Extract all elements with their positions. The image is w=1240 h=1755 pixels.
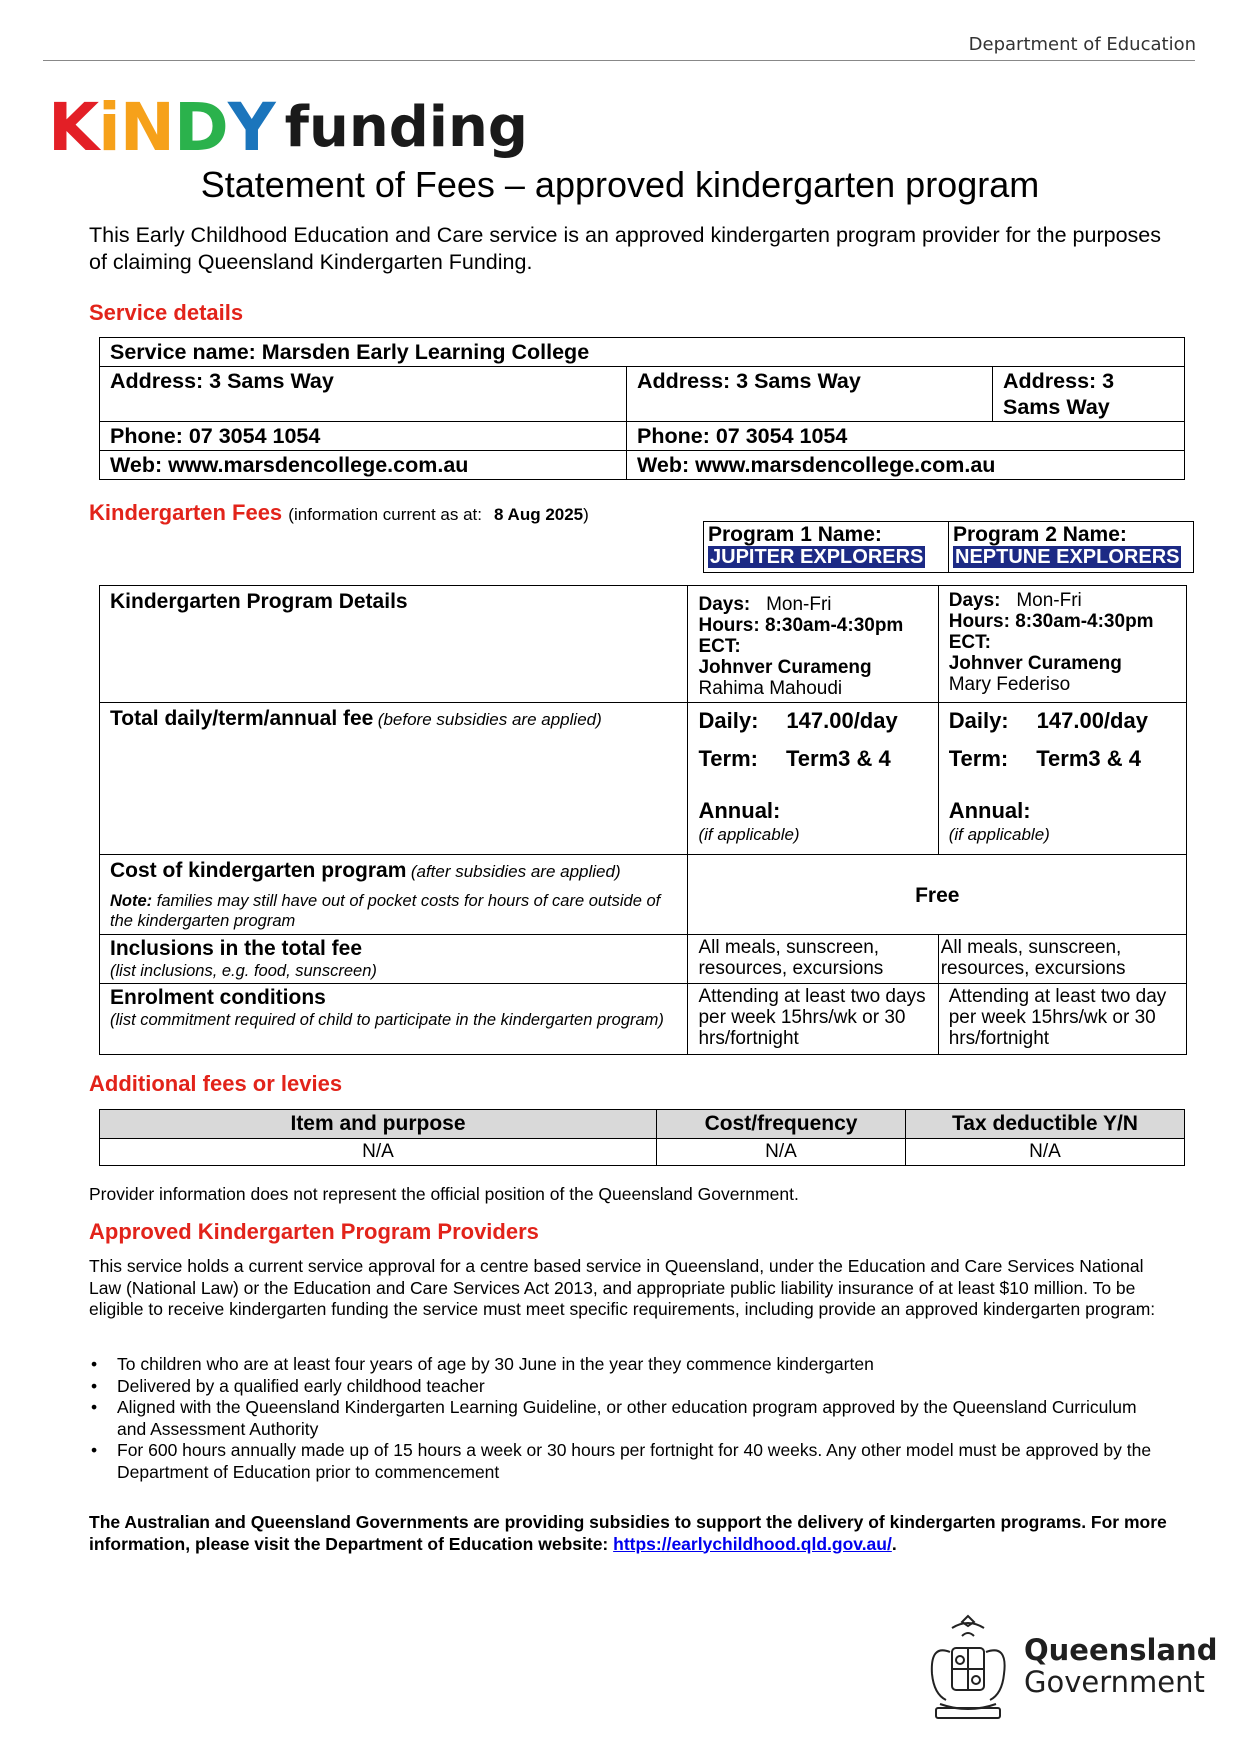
service-name: Service name: Marsden Early Learning College bbox=[100, 338, 1185, 367]
total-fee-sub: (before subsidies are applied) bbox=[377, 710, 602, 729]
service-address-1: Address: 3 Sams Way bbox=[100, 367, 627, 422]
service-address-2: Address: 3 Sams Way bbox=[627, 367, 993, 422]
enrolment-label-cell bbox=[100, 984, 688, 1055]
program-1-name-label: Program 1 Name: bbox=[708, 523, 882, 546]
table-cell: N/A bbox=[657, 1139, 906, 1166]
program-1-inclusions: All meals, sunscreen, resources, excursions bbox=[688, 935, 938, 984]
days-label: Days: bbox=[698, 594, 751, 615]
program-2-days: Mon-Fri bbox=[1016, 590, 1082, 611]
program-2-term: Term3 & 4 bbox=[1036, 746, 1141, 771]
approved-providers-paragraph: This service holds a current service approval for a centre based service in Queensland, under the Education and Care Services National Law (National Law) or the Education and Care Services Act 2013, and appropriate public liability insurance of at least $10 million. To be eligible to receive kindergarten funding the service must meet specific requirements, including provide an approved kindergarten program: bbox=[89, 1256, 1156, 1319]
logo-letter: Y bbox=[227, 89, 275, 166]
days-label: Days: bbox=[948, 590, 1001, 611]
program-2-name: NEPTUNE EXPLORERS bbox=[955, 546, 1180, 568]
program-1-ect-2: Rahima Mahoudi bbox=[698, 678, 843, 699]
cost-sub: (after subsidies are applied) bbox=[410, 862, 621, 881]
program-1-term: Term3 & 4 bbox=[785, 746, 891, 771]
enrolment-sub: (list commitment required of child to participate in the kindergarten program) bbox=[110, 1011, 664, 1029]
program-1-name: JUPITER EXPLORERS bbox=[710, 546, 924, 568]
service-details-table bbox=[99, 337, 1185, 480]
fees-heading-text: Kindergarten Fees bbox=[89, 500, 283, 525]
logo-letter: i bbox=[98, 89, 120, 166]
daily-label: Daily: bbox=[948, 708, 1009, 733]
list-item: • Delivered by a qualified early childhood teacher bbox=[89, 1376, 1169, 1398]
annual-note: (if applicable) bbox=[948, 825, 1050, 844]
note-text: families may still have out of pocket costs for hours of care outside of the kindergarten program bbox=[110, 892, 661, 930]
program-2-details bbox=[938, 586, 1186, 703]
list-item: • To children who are at least four years of age by 30 June in the year they commence kindergarten bbox=[89, 1354, 1169, 1376]
program-2-hours: Hours: 8:30am-4:30pm bbox=[948, 611, 1154, 632]
service-phone-1: Phone: 07 3054 1054 bbox=[100, 422, 627, 451]
logo-letter: K bbox=[48, 89, 99, 166]
document-title: Statement of Fees – approved kindergarten program bbox=[200, 164, 1040, 205]
current-as-at-label: (information current as at: bbox=[288, 505, 482, 524]
header-divider bbox=[43, 60, 1195, 61]
program-2-name-cell bbox=[949, 522, 1194, 573]
table-cell: N/A bbox=[906, 1139, 1185, 1166]
ect-label: ECT: bbox=[698, 636, 741, 657]
kindergarten-fees-heading bbox=[89, 500, 589, 526]
term-label: Term: bbox=[948, 746, 1009, 771]
column-header: Tax deductible Y/N bbox=[906, 1110, 1185, 1139]
program-details-label: Kindergarten Program Details bbox=[110, 590, 408, 613]
current-as-at-close: ) bbox=[583, 505, 589, 524]
coat-of-arms-icon bbox=[922, 1608, 1014, 1728]
column-header: Cost/frequency bbox=[657, 1110, 906, 1139]
program-2-ect-2: Mary Federiso bbox=[948, 674, 1071, 695]
column-header: Item and purpose bbox=[100, 1110, 657, 1139]
current-as-at-date: 8 Aug 2025 bbox=[494, 505, 584, 524]
program-1-fees bbox=[688, 703, 938, 855]
note-label: Note: bbox=[110, 892, 153, 910]
program-2-inclusions: All meals, sunscreen, resources, excursions bbox=[938, 935, 1186, 984]
program-1-enrolment: Attending at least two days per week 15hrs/wk or 30 hrs/fortnight bbox=[688, 984, 938, 1055]
logo-letter: N bbox=[119, 89, 175, 166]
cost-label: Cost of kindergarten program bbox=[110, 859, 407, 882]
program-2-daily: 147.00/day bbox=[1036, 708, 1148, 733]
closing-end: . bbox=[891, 1533, 897, 1554]
service-details-heading: Service details bbox=[89, 300, 244, 325]
program-1-daily: 147.00/day bbox=[786, 708, 898, 733]
list-item: • Aligned with the Queensland Kindergarten Learning Guideline, or other education program approved by the Queensland Curriculum and Assessment Authority bbox=[89, 1397, 1169, 1440]
total-fee-label-cell bbox=[100, 703, 688, 855]
government-wordmark bbox=[1024, 1634, 1217, 1698]
annual-label: Annual: bbox=[948, 798, 1031, 823]
additional-fees-heading: Additional fees or levies bbox=[89, 1071, 343, 1096]
program-2-fees bbox=[938, 703, 1186, 855]
program-2-name-label: Program 2 Name: bbox=[953, 523, 1127, 546]
department-name: Department of Education bbox=[968, 34, 1196, 55]
kindy-funding-logo bbox=[48, 89, 528, 166]
inclusions-sub: (list inclusions, e.g. food, sunscreen) bbox=[110, 962, 377, 980]
intro-paragraph: This Early Childhood Education and Care service is an approved kindergarten program provider for the purposes of claiming Queensland Kindergarten Funding. bbox=[89, 223, 1161, 274]
program-details-label-cell bbox=[100, 586, 688, 703]
service-phone-2: Phone: 07 3054 1054 bbox=[627, 422, 1185, 451]
program-1-name-cell bbox=[704, 522, 949, 573]
closing-paragraph bbox=[89, 1512, 1169, 1555]
program-1-hours: Hours: 8:30am-4:30pm bbox=[698, 615, 904, 636]
table-cell: N/A bbox=[100, 1139, 657, 1166]
program-2-enrolment: Attending at least two day per week 15hrs/wk or 30 hrs/fortnight bbox=[938, 984, 1186, 1055]
inclusions-label-cell bbox=[100, 935, 688, 984]
annual-label: Annual: bbox=[698, 798, 781, 823]
gov-line-2: Government bbox=[1024, 1665, 1205, 1699]
service-web-1: Web: www.marsdencollege.com.au bbox=[100, 451, 627, 480]
program-names-table bbox=[703, 521, 1194, 573]
cost-label-cell bbox=[100, 855, 688, 935]
additional-fees-table bbox=[99, 1109, 1185, 1166]
logo-letter: D bbox=[174, 89, 228, 166]
closing-text: The Australian and Queensland Governments are providing subsidies to support the delivery of kindergarten programs. For more information, please visit the Department of Education website: bbox=[89, 1512, 1167, 1554]
gov-line-1: Queensland bbox=[1024, 1633, 1218, 1667]
kindergarten-fees-table bbox=[99, 585, 1187, 1055]
list-item: • For 600 hours annually made up of 15 hours a week or 30 hours per fortnight for 40 weeks. Any other model must be approved by the Department of Education prior to commencement bbox=[89, 1440, 1169, 1483]
service-address-3: Address: 3 Sams Way bbox=[993, 367, 1185, 422]
logo-word: funding bbox=[284, 95, 528, 160]
ect-label: ECT: bbox=[948, 632, 991, 653]
program-1-details bbox=[688, 586, 938, 703]
early-childhood-link[interactable]: https://earlychildhood.qld.gov.au/ bbox=[613, 1533, 892, 1554]
service-web-2: Web: www.marsdencollege.com.au bbox=[627, 451, 1185, 480]
requirements-list bbox=[89, 1354, 1169, 1483]
provider-disclaimer: Provider information does not represent the official position of the Queensland Government. bbox=[89, 1184, 799, 1204]
term-label: Term: bbox=[698, 746, 758, 771]
enrolment-label: Enrolment conditions bbox=[110, 986, 326, 1009]
total-fee-label: Total daily/term/annual fee bbox=[110, 707, 374, 730]
program-1-ect-1: Johnver Curameng bbox=[698, 657, 872, 678]
cost-value-cell bbox=[688, 855, 1187, 935]
inclusions-label: Inclusions in the total fee bbox=[110, 937, 363, 960]
program-2-ect-1: Johnver Curameng bbox=[948, 653, 1122, 674]
approved-providers-heading: Approved Kindergarten Program Providers bbox=[89, 1219, 539, 1244]
queensland-government-logo bbox=[922, 1608, 1218, 1728]
program-1-days: Mon-Fri bbox=[766, 594, 832, 615]
annual-note: (if applicable) bbox=[698, 825, 800, 844]
cost-value: Free bbox=[915, 883, 960, 907]
daily-label: Daily: bbox=[698, 708, 759, 733]
